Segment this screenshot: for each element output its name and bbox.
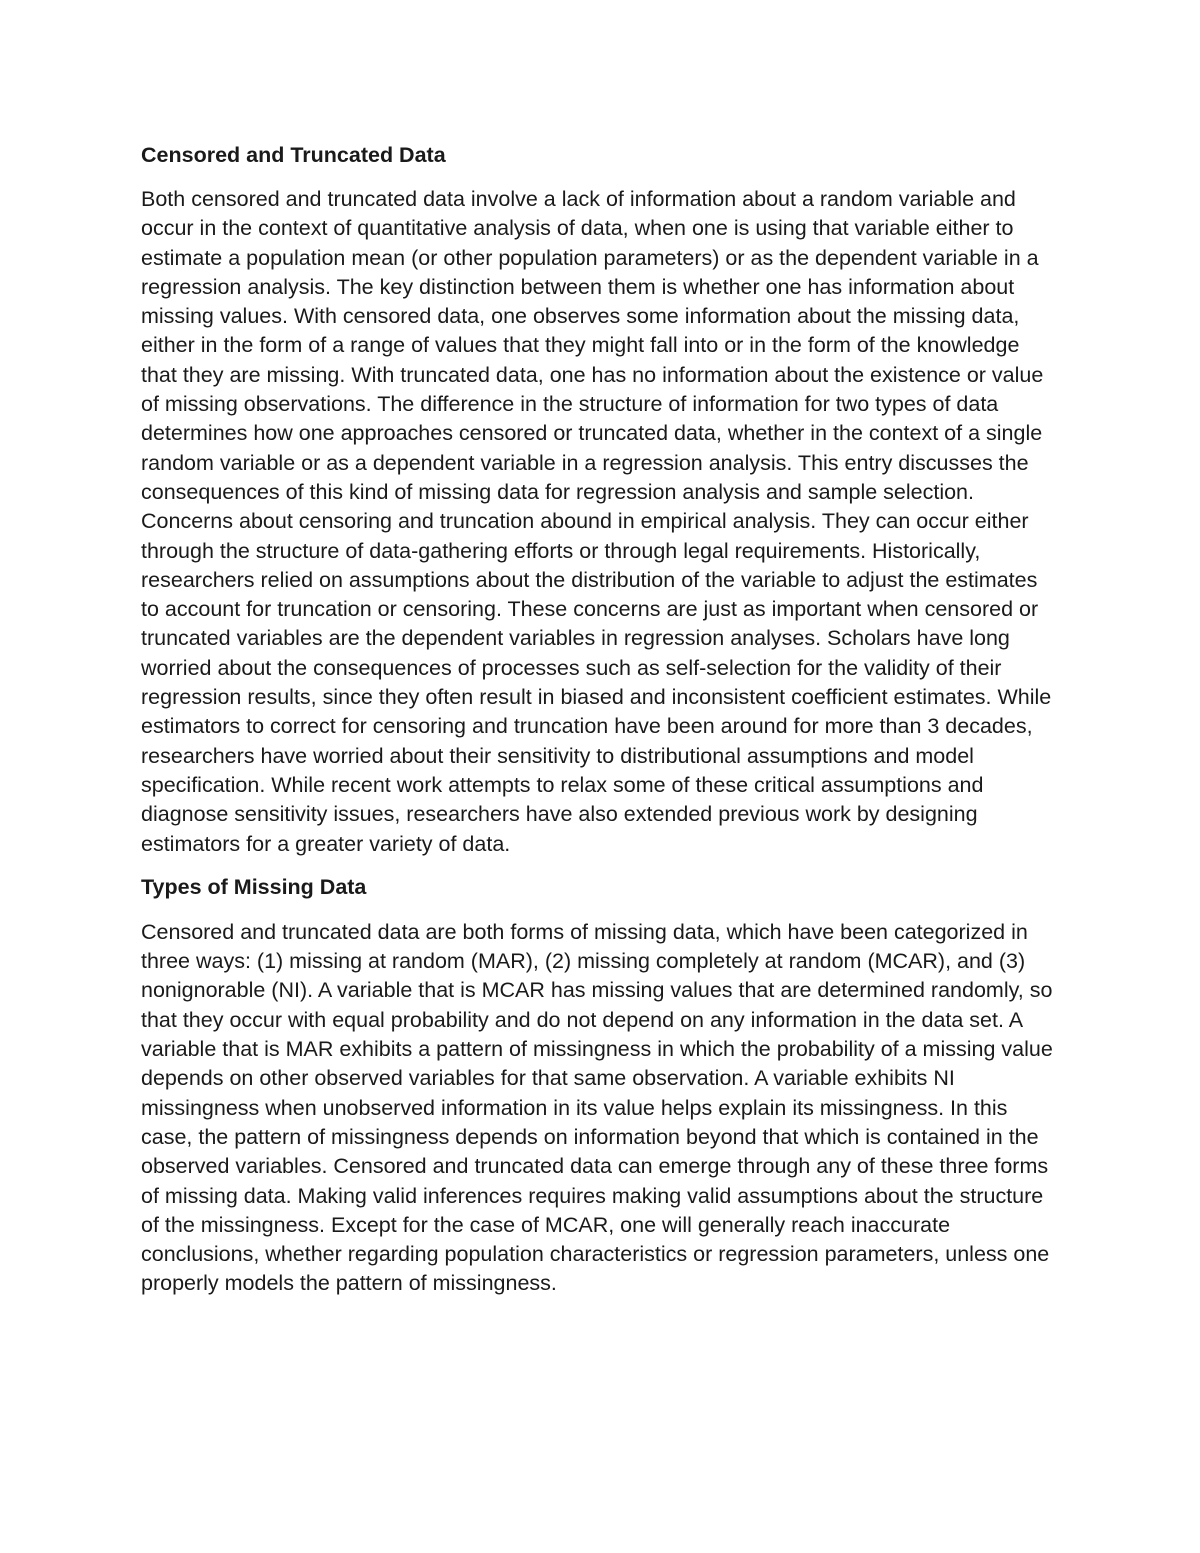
document-page	[141, 141, 1061, 1299]
section-paragraph: Censored and truncated data are both forms of missing data, which have been categorized in three ways: (1) missing at random (MAR), (2) missing completely at random (MCAR), and (3) nonignorable (NI). A variable that is MCAR has missing values that are determined randomly, so that they occur with equal probability and do not depend on any information in the data set. A variable that is MAR exhibits a pattern of missingness in which the probability of a missing value depends on other observed variables for that same observation. A variable exhibits NI missingness when unobserved information in its value helps explain its missingness. In this case, the pattern of missingness depends on information beyond that which is contained in the observed variables. Censored and truncated data can emerge through any of these three forms of missing data. Making valid inferences requires making valid assumptions about the structure of the missingness. Except for the case of MCAR, one will generally reach inaccurate conclusions, whether regarding population characteristics or regression parameters, unless one properly models the pattern of missingness.	[141, 919, 1053, 1296]
section-heading: Censored and Truncated Data	[141, 143, 446, 167]
section-paragraph: Both censored and truncated data involve a lack of information about a random variable and occur in the context of quantitative analysis of data, when one is using that variable either to estimate a population mean (or other population parameters) or as the dependent variable in a regression analysis. The key distinction between them is whether one has information about missing values. With censored data, one observes some information about the missing data, either in the form of a range of values that they might fall into or in the form of the knowledge that they are missing. With truncated data, one has no information about the existence or value of missing observations. The difference in the structure of information for two types of data determines how one approaches censored or truncated data, whether in the context of a single random variable or as a dependent variable in a regression analysis. This entry discusses the consequences of this kind of missing data for regression analysis and sample selection. Concerns about censoring and truncation abound in empirical analysis. They can occur either through the structure of data-gathering efforts or through legal requirements. Historically, researchers relied on assumptions about the distribution of the variable to adjust the estimates to account for truncation or censoring. These concerns are just as important when censored or truncated variables are the dependent variables in regression analyses. Scholars have long worried about the consequences of processes such as self-selection for the validity of their regression results, since they often result in biased and inconsistent coefficient estimates. While estimators to correct for censoring and truncation have been around for more than 3 decades, researchers have worried about their sensitivity to distributional assumptions and model specification. While recent work attempts to relax some of these critical assumptions and diagnose sensitivity issues, researchers have also extended previous work by designing estimators for a greater variety of data.	[141, 187, 1052, 856]
section-censored-truncated	[141, 141, 1061, 859]
section-types-of-missing-data	[141, 873, 1061, 1299]
section-heading: Types of Missing Data	[141, 874, 367, 899]
